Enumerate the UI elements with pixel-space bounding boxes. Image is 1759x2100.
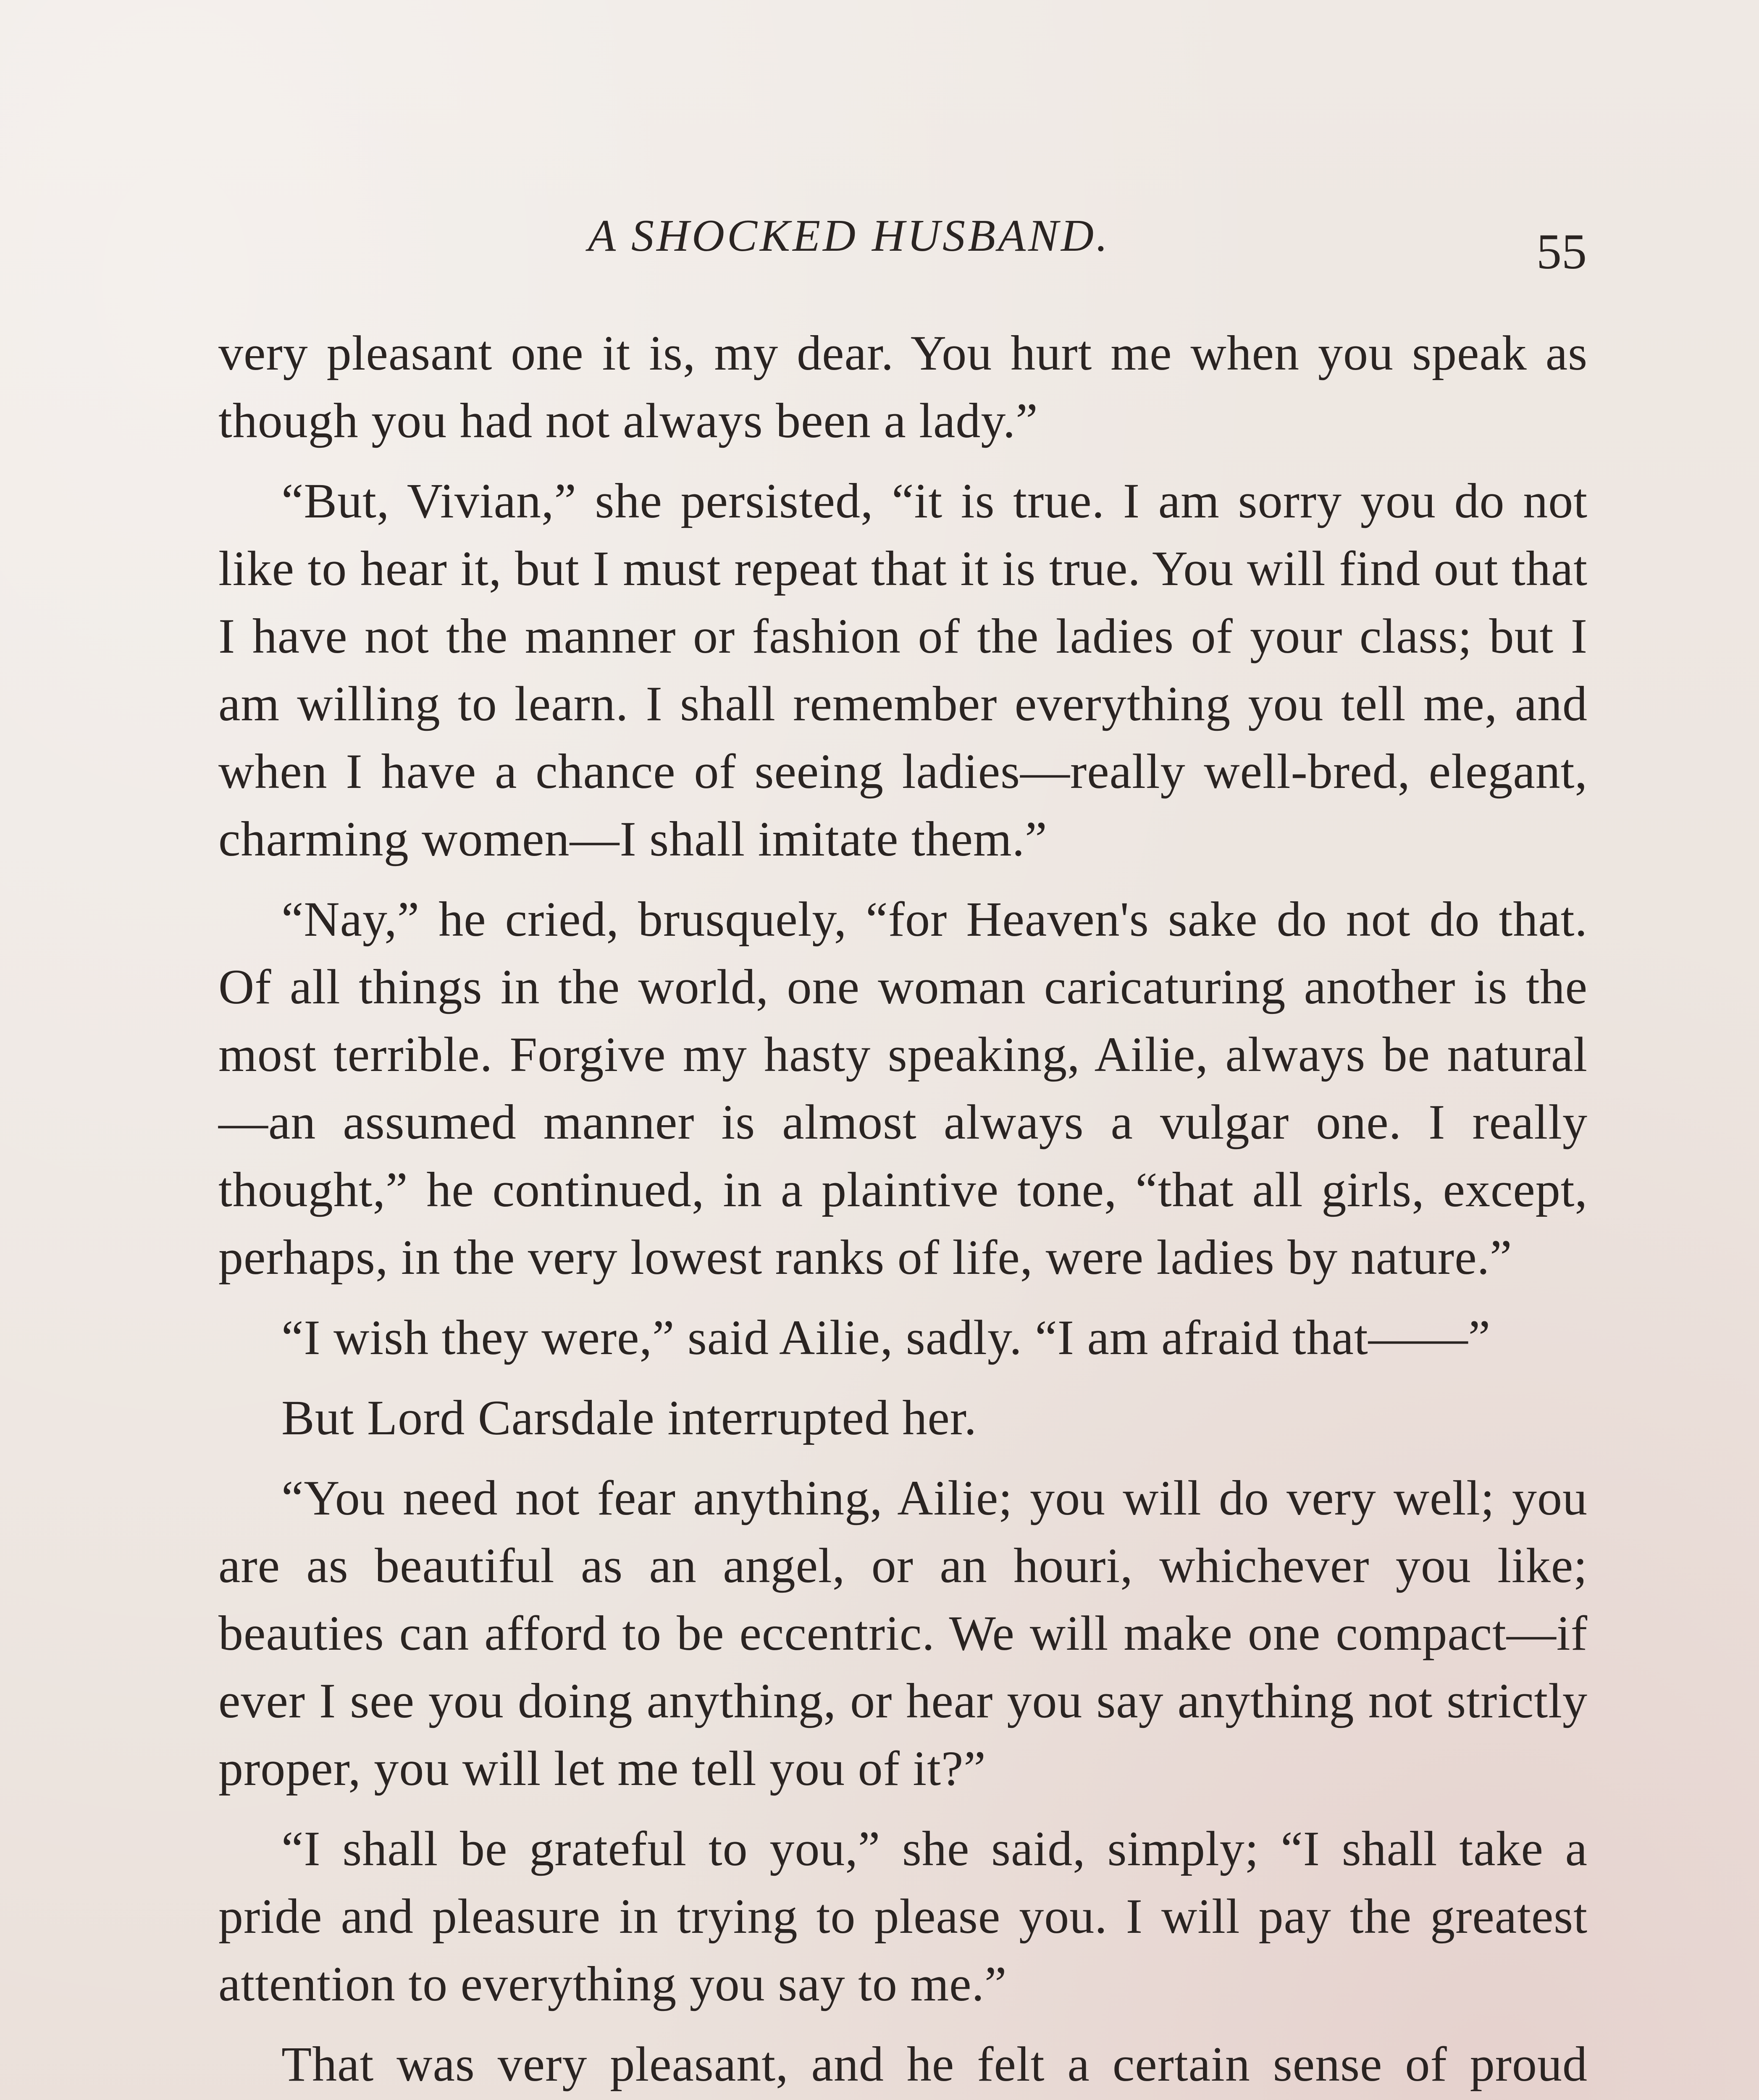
body-text: [218, 319, 1588, 2100]
paragraph: very pleasant one it is, my dear. You hurt me when you speak as though you had not always been a lady.”: [218, 326, 1588, 448]
running-title: A SHOCKED HUSBAND.: [588, 211, 1111, 261]
paragraph: “Nay,” he cried, brusquely, “for Heaven's sake do not do that. Of all things in the world, one woman caricaturing another is the most terrible. Forgive my hasty speaking, Ailie, always be natural—an assumed manner is almost always a vulgar one. I really thought,” he continued, in a plaintive tone, “that all girls, except, perhaps, in the very lowest ranks of life, were ladies by nature.”: [218, 892, 1588, 1285]
paragraph: “You need not fear anything, Ailie; you will do very well; you are as beautiful as an angel, or an houri, whichever you like; beauties can afford to be eccentric. We will make one compact—if ever I see you doing anything, or hear you say anything not strictly proper, you will let me tell you of it?”: [218, 1470, 1588, 1796]
paragraph: But Lord Carsdale interrupted her.: [281, 1390, 977, 1445]
paragraph: “I wish they were,” said Ailie, sadly. “I am afraid that——”: [281, 1310, 1491, 1365]
paragraph: “I shall be grateful to you,” she said, simply; “I shall take a pride and pleasure in trying to please you. I will pay the greatest attention to everything you say to me.”: [218, 1821, 1588, 2011]
paragraph: “But, Vivian,” she persisted, “it is true. I am sorry you do not like to hear it, but I must repeat that it is true. You will find out that I have not the manner or fashion of the ladies of your class; but I am willing to learn. I shall remember everything you tell me, and when I have a chance of seeing ladies—really well-bred, elegant, charming women—I shall imitate them.”: [218, 473, 1588, 866]
paragraph: That was very pleasant, and he felt a certain sense of proud: [281, 2037, 1588, 2092]
page-number: 55: [1536, 223, 1587, 279]
